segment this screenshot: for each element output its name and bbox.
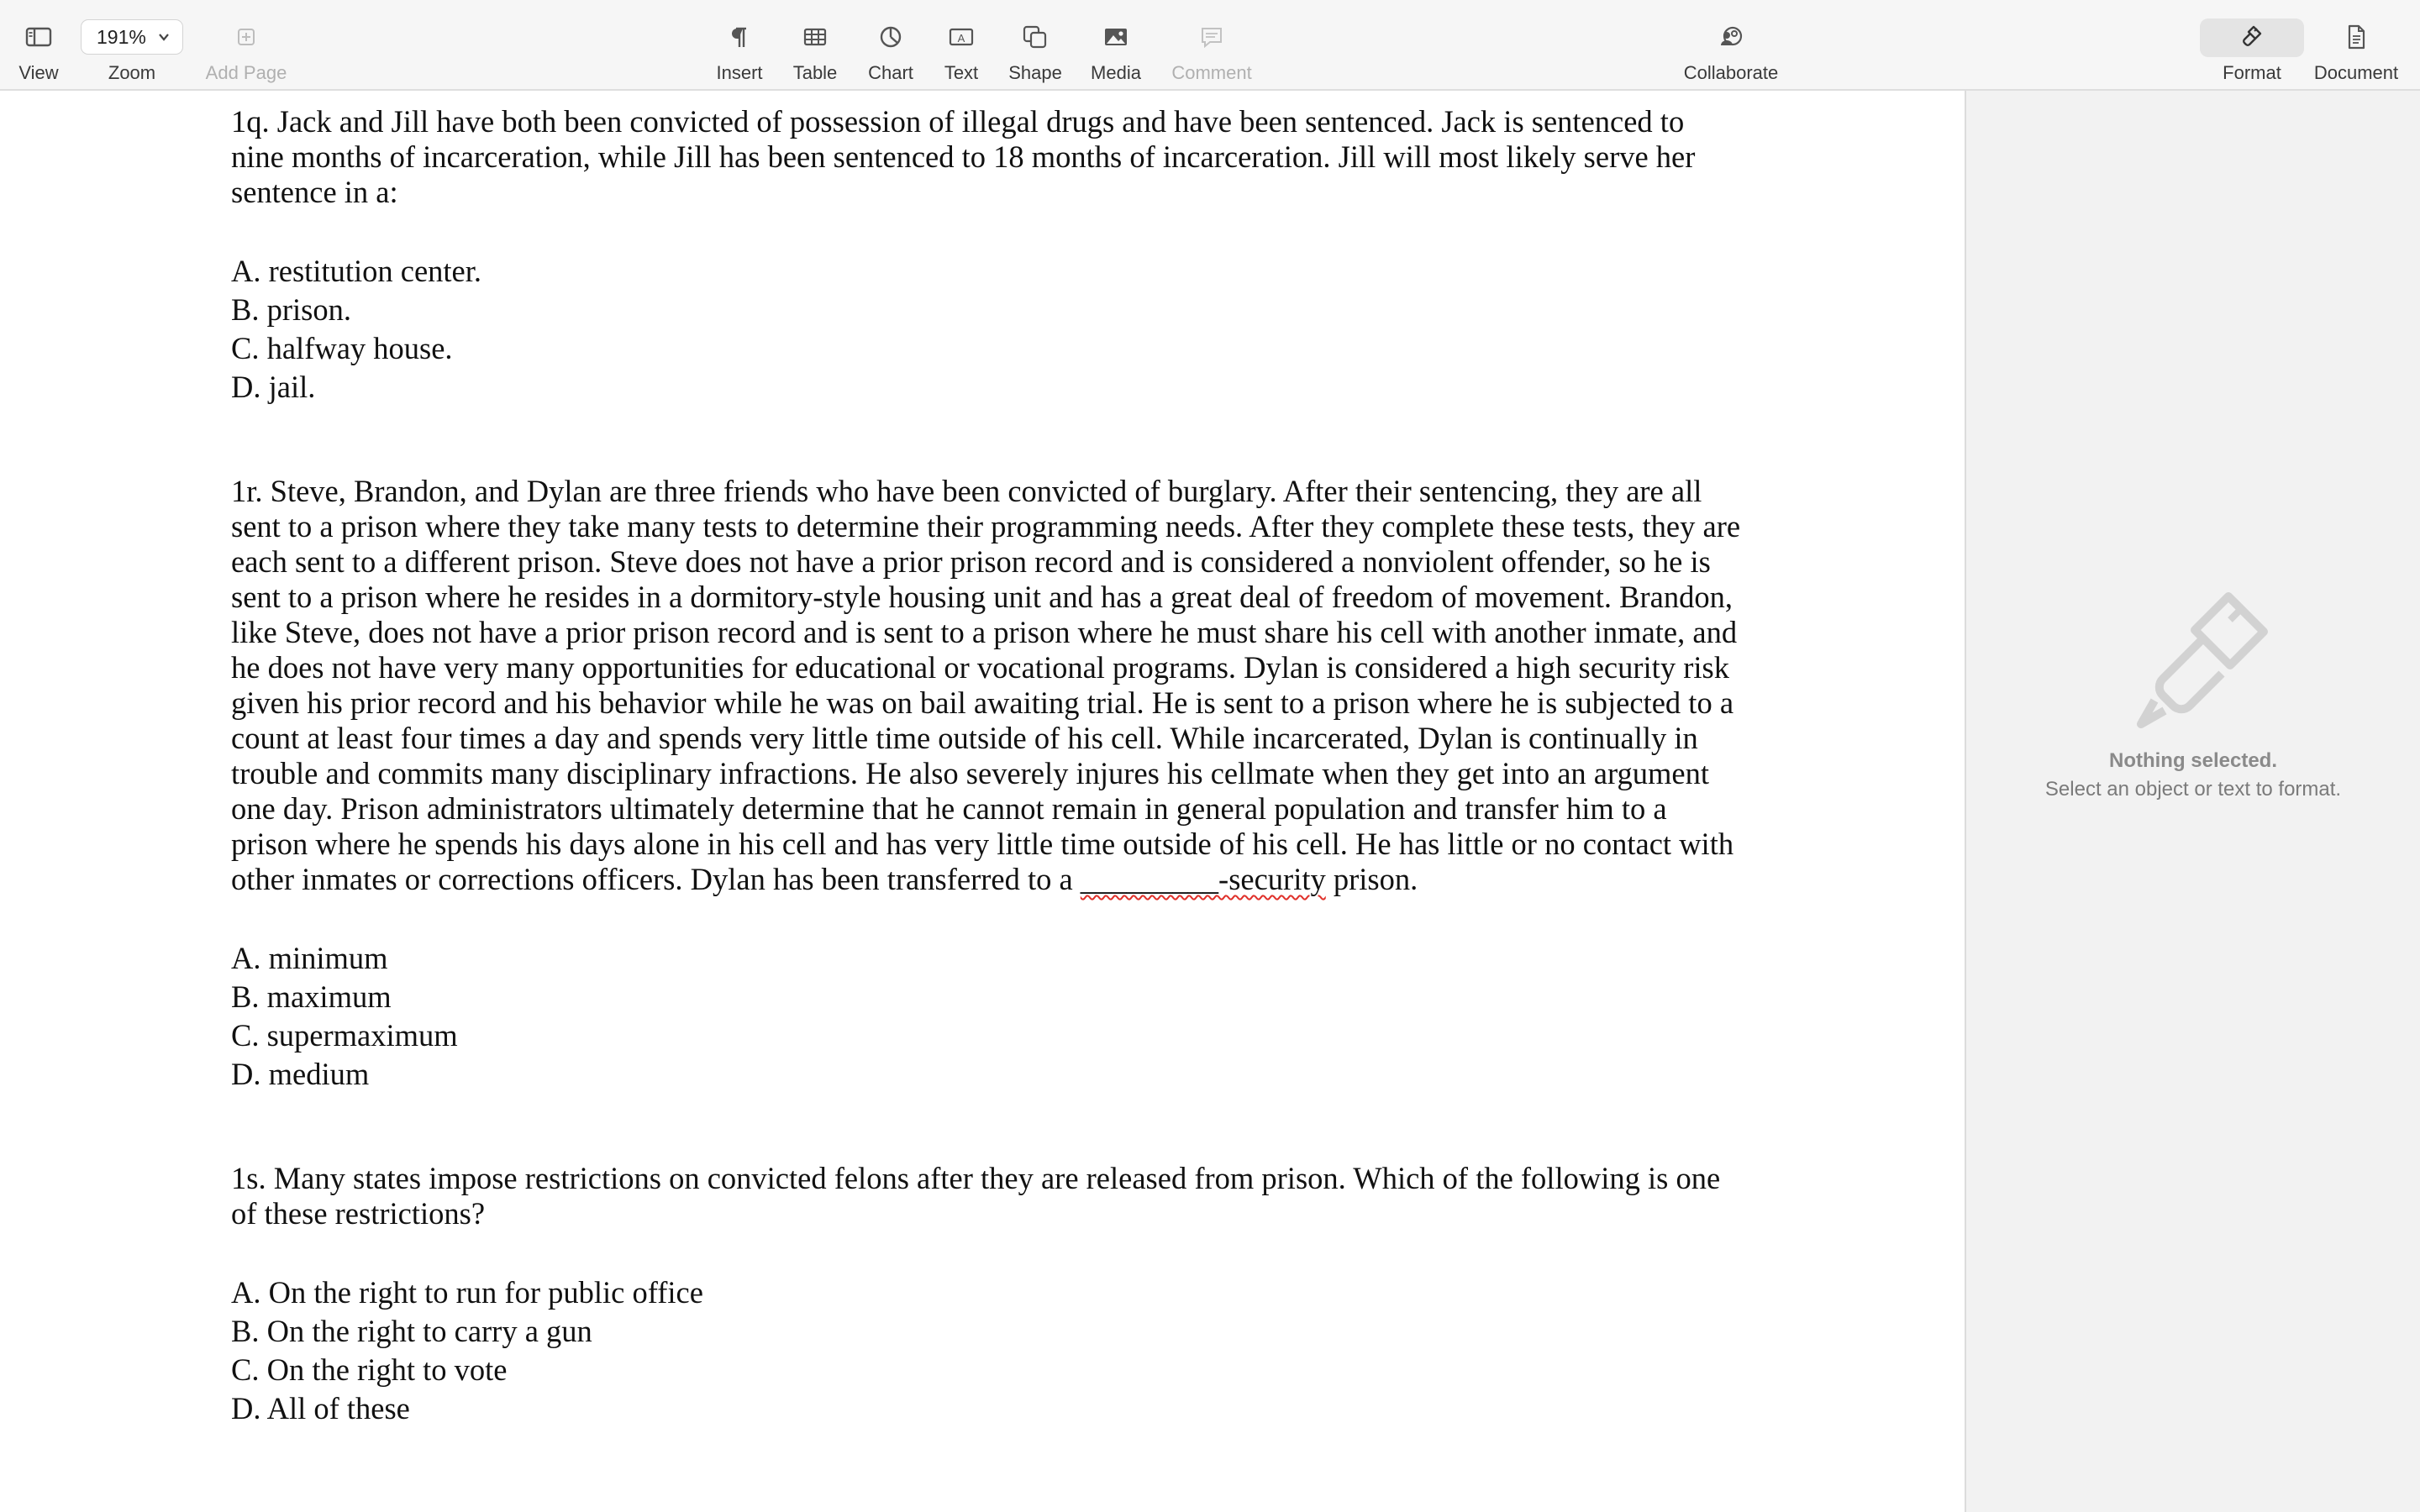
paragraph-icon: [723, 20, 756, 54]
question-1r-text[interactable]: [231, 474, 1744, 897]
document-canvas[interactable]: [0, 91, 1965, 1512]
question-1r-text-main: 1r. Steve, Brandon, and Dylan are three friends who have been convicted of burglary. After their sentencing, they are all sent to a prison where they take many tests to determine their programming needs. After they complete these tests, they are each sent to a different prison. Steve does not have a prior prison record and is considered a nonviolent offender, so he is sent to a prison where he resides in a dormitory-style housing unit and has a great deal of freedom of movement. Brandon, like Steve, does not have a prior prison record and is sent to a prison where he must share his cell with another inmate, and he does not have very many opportunities for educational or vocational programs. Dylan is considered a high security risk given his prior record and his behavior while he was on bail awaiting trial. He is sent to a prison where he is subjected to a count at least four times a day and spends very little time outside of his cell. While incarcerated, Dylan is continually in trouble and commits many disciplinary infractions. He also severely injures his cellmate when they get into an argument one day. Prison administrators ultimately determine that he cannot remain in general population and transfer him to a prison where he spends his days alone in his cell and has very little time outside of his cell. He has little or no contact with other inmates or corrections officers. Dylan has been transferred to a: [231, 474, 1741, 896]
chart-label: Chart: [868, 62, 913, 83]
zoom-value: 191%: [97, 25, 146, 48]
question-1q-option[interactable]: C. halfway house.: [231, 331, 453, 365]
paintbrush-icon: [2235, 20, 2269, 54]
format-button[interactable]: [2200, 0, 2304, 91]
table-button[interactable]: [781, 0, 849, 91]
paintbrush-placeholder-icon: [2129, 585, 2281, 736]
question-1r-option[interactable]: C. supermaximum: [231, 1018, 458, 1053]
zoom-label: Zoom: [108, 62, 156, 83]
text-box-icon: [944, 20, 978, 54]
question-1q-option[interactable]: B. prison.: [231, 292, 351, 327]
insert-label: Insert: [716, 62, 763, 83]
question-1s-option[interactable]: B. On the right to carry a gun: [231, 1314, 592, 1348]
format-inspector: [1965, 91, 2420, 1512]
question-1s-option[interactable]: D. All of these: [231, 1391, 410, 1425]
comment-label: Comment: [1171, 62, 1252, 83]
document-label: Document: [2313, 62, 2399, 83]
document-button[interactable]: [2309, 0, 2403, 91]
question-1s-option[interactable]: A. On the right to run for public office: [231, 1275, 703, 1310]
sidebar-icon: [22, 20, 55, 54]
chart-button[interactable]: [857, 0, 924, 91]
view-button[interactable]: [0, 0, 77, 91]
question-1r-option[interactable]: B. maximum: [231, 979, 392, 1014]
zoom-select[interactable]: [81, 19, 183, 55]
comment-icon: [1195, 20, 1228, 54]
document-body[interactable]: [231, 104, 1744, 1428]
add-page-button[interactable]: [200, 0, 292, 91]
shape-icon: [1018, 20, 1052, 54]
shape-button[interactable]: [1000, 0, 1071, 91]
misspelled-blank[interactable]: _________-security: [1080, 862, 1326, 896]
collaborate-button[interactable]: [1672, 0, 1790, 91]
question-1q-option[interactable]: A. restitution center.: [231, 254, 482, 288]
document-icon: [2339, 20, 2373, 54]
question-1r-option[interactable]: D. medium: [231, 1057, 370, 1091]
question-1r-option[interactable]: A. minimum: [231, 941, 388, 975]
nothing-selected-title: Nothing selected.: [2108, 749, 2278, 772]
view-label: View: [18, 62, 59, 83]
media-label: Media: [1091, 62, 1141, 83]
collaborate-label: Collaborate: [1683, 62, 1779, 83]
question-1s-option[interactable]: C. On the right to vote: [231, 1352, 508, 1387]
svg-text:A: A: [957, 32, 965, 45]
photo-icon: [1099, 20, 1133, 54]
question-1s-text[interactable]: 1s. Many states impose restrictions on convicted felons after they are released from prison. Which of the following is one of these restrictions?: [231, 1161, 1721, 1231]
media-button[interactable]: [1079, 0, 1153, 91]
pie-chart-icon: [874, 20, 908, 54]
collaborate-icon: [1714, 20, 1748, 54]
question-1q-option[interactable]: D. jail.: [231, 370, 316, 404]
insert-button[interactable]: [706, 0, 773, 91]
add-page-label: Add Page: [205, 62, 287, 83]
comment-button[interactable]: [1165, 0, 1259, 91]
toolbar: [0, 0, 2420, 91]
format-label: Format: [2223, 62, 2281, 83]
table-icon: [798, 20, 832, 54]
nothing-selected-subtitle: Select an object or text to format.: [2044, 778, 2342, 801]
text-label: Text: [944, 62, 979, 83]
add-page-icon: [229, 20, 263, 54]
table-label: Table: [792, 62, 838, 83]
shape-label: Shape: [1008, 62, 1062, 83]
chevron-down-icon: [157, 30, 171, 44]
question-1q-text[interactable]: 1q. Jack and Jill have both been convicted of possession of illegal drugs and have been sentenced. Jack is sentenced to nine months of incarceration, while Jill has been sentenced to 18 months of incarceration. Jill will most likely serve her sentence in a:: [231, 104, 1696, 209]
text-button[interactable]: [928, 0, 995, 91]
question-1r-text-end: prison.: [1325, 862, 1418, 896]
